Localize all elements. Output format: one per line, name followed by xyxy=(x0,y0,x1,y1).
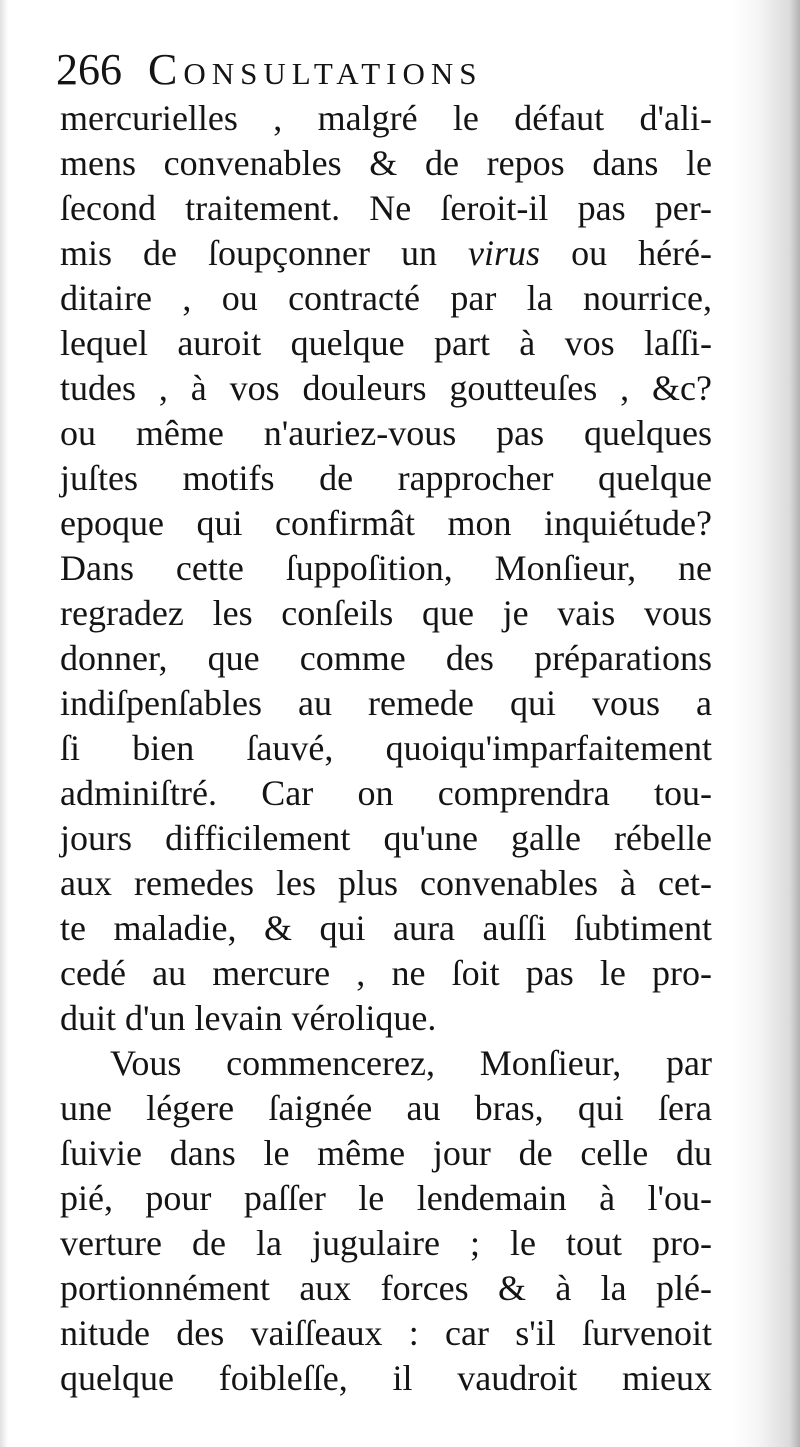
text-line: regradez les conſeils que je vais vous xyxy=(60,593,712,633)
text-line-end: ou héré- xyxy=(571,233,713,273)
running-head xyxy=(56,44,746,96)
text-line: portionnément aux forces & à la plé- xyxy=(60,1268,712,1308)
text-line: Dans cette ſuppoſition, Monſieur, ne xyxy=(60,548,712,588)
text-line-start: mis de ſoupçonner un xyxy=(60,233,437,273)
text-line: adminiſtré. Car on comprendra tou- xyxy=(60,773,712,813)
text-line: indiſpenſables au remede qui vous a xyxy=(60,683,712,723)
text-line: aux remedes les plus convenables à cet- xyxy=(60,863,712,903)
text-line: cedé au mercure , ne ſoit pas le pro- xyxy=(60,953,712,993)
italic-word: virus xyxy=(468,233,541,273)
text-line: juſtes motifs de rapprocher quelque xyxy=(60,458,712,498)
text-line: quelque foibleſſe, il vaudroit mieux xyxy=(60,1358,712,1398)
text-line: tudes , à vos douleurs goutteuſes , &c? xyxy=(60,368,712,408)
page-left-edge-shadow xyxy=(0,0,8,1447)
text-line: duit d'un levain vérolique. xyxy=(60,998,437,1038)
body-text xyxy=(60,96,712,1401)
text-line: lequel auroit quelque part à vos laſſi- xyxy=(60,323,712,363)
page-right-edge-shadow xyxy=(730,0,800,1447)
text-line: ſecond traitement. Ne ſeroit-il pas per- xyxy=(60,188,712,228)
text-line: ditaire , ou contracté par la nourrice, xyxy=(60,278,712,318)
running-title: Consultations xyxy=(148,45,483,94)
page-number: 266 xyxy=(56,45,122,94)
text-line: mens convenables & de repos dans le xyxy=(60,143,712,183)
text-line: ſi bien ſauvé, quoiqu'imparfaitement xyxy=(60,728,712,768)
text-line: verture de la jugulaire ; le tout pro- xyxy=(60,1223,712,1263)
text-line: te maladie, & qui aura auſſi ſubtiment xyxy=(60,908,712,948)
text-line: epoque qui confirmât mon inquiétude? xyxy=(60,503,712,543)
text-line xyxy=(60,231,712,276)
text-line: une légere ſaignée au bras, qui ſera xyxy=(60,1088,712,1128)
text-line: Vous commencerez, Monſieur, par xyxy=(110,1043,712,1083)
text-line: ou même n'auriez-vous pas quelques xyxy=(60,413,712,453)
text-line: pié, pour paſſer le lendemain à l'ou- xyxy=(60,1178,712,1218)
text-line: mercurielles , malgré le défaut d'ali- xyxy=(60,98,712,138)
text-line: jours difficilement qu'une galle rébelle xyxy=(60,818,712,858)
text-line: nitude des vaiſſeaux : car s'il ſurvenoit xyxy=(60,1313,712,1353)
text-line: donner, que comme des préparations xyxy=(60,638,712,678)
text-line: ſuivie dans le même jour de celle du xyxy=(60,1133,712,1173)
page-footer-area xyxy=(60,1395,712,1435)
